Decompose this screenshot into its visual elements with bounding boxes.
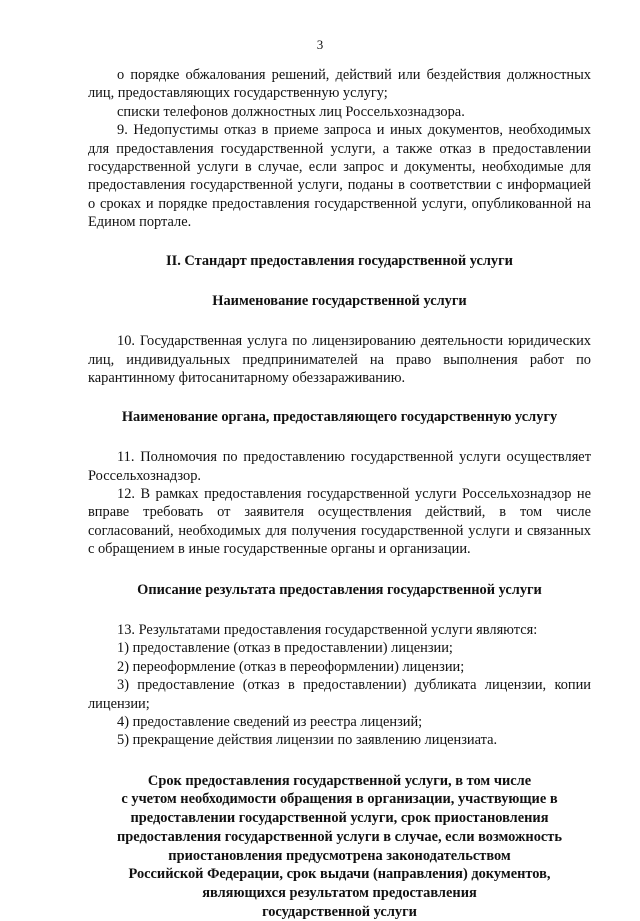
heading-line: предоставлении государственной услуги, срок приостановления xyxy=(130,810,549,827)
paragraph-10: 10. Государственная услуга по лицензированию деятельности юридических лиц, индивидуальных предпринимателей на право выполнения работ по карантинному фитосанитарному обеззараживанию. xyxy=(88,333,591,387)
heading-line: Срок предоставления государственной услуги, в том числе xyxy=(147,772,532,789)
heading-line: Российской Федерации, срок выдачи (направления) документов, xyxy=(128,866,551,883)
heading-line: государственной услуги xyxy=(262,903,417,920)
paragraph-13: 13. Результатами предоставления государственной услуги являются: xyxy=(117,621,538,638)
paragraph-12: 12. В рамках предоставления государственной услуги Россельхознадзор не вправе требовать от заявителя осуществления действий, в том числе согласований, необходимых для получения государственной услуги и связанных с обращением в иные государственные органы и организации. xyxy=(88,485,591,558)
heading-service-name: Наименование государственной услуги xyxy=(212,293,467,310)
paragraph-phone-lists: списки телефонов должностных лиц Россельхознадзора. xyxy=(117,103,465,120)
heading-line: являющихся результатом предоставления xyxy=(202,885,477,901)
section-title-2: II. Стандарт предоставления государственной услуги xyxy=(166,252,513,269)
result-item: 2) переоформление (отказ в переоформлении) лицензии; xyxy=(117,658,465,675)
result-item: 5) прекращение действия лицензии по заявлению лицензиата. xyxy=(117,732,498,749)
heading-line: с учетом необходимости обращения в организации, участвующие в xyxy=(121,791,558,808)
result-item: 3) предоставление (отказ в предоставлении) дубликата лицензии, копии лицензии; xyxy=(88,677,591,712)
heading-service-term xyxy=(88,772,591,921)
heading-service-result: Описание результата предоставления государственной услуги xyxy=(137,581,542,598)
paragraph-11: 11. Полномочия по предоставлению государственной услуги осуществляет Россельхознадзор. xyxy=(88,449,591,484)
paragraph-appeal-procedure: о порядке обжалования решений, действий или бездействия должностных лиц, предоставляющих государственную услугу; xyxy=(88,67,591,102)
heading-line: предоставления государственной услуги в случае, если возможность xyxy=(117,828,562,845)
paragraph-9: 9. Недопустимы отказ в приеме запроса и иных документов, необходимых для предоставления государственной услуги, а также отказ в предоставлении государственной услуги в случае, если запрос и документы, необходимые для предоставления государственной услуги, поданы в соответствии с информацией о сроках и порядке предоставления государственной услуги, опубликованной на Едином портале. xyxy=(88,122,591,231)
page-number: 3 xyxy=(316,37,324,52)
document-body xyxy=(88,66,591,921)
heading-line: приостановления предусмотрена законодательством xyxy=(168,847,511,864)
result-item: 4) предоставление сведений из реестра лицензий; xyxy=(117,713,423,730)
result-item: 1) предоставление (отказ в предоставлении) лицензии; xyxy=(117,640,453,657)
heading-service-organ: Наименование органа, предоставляющего государственную услугу xyxy=(121,408,558,425)
